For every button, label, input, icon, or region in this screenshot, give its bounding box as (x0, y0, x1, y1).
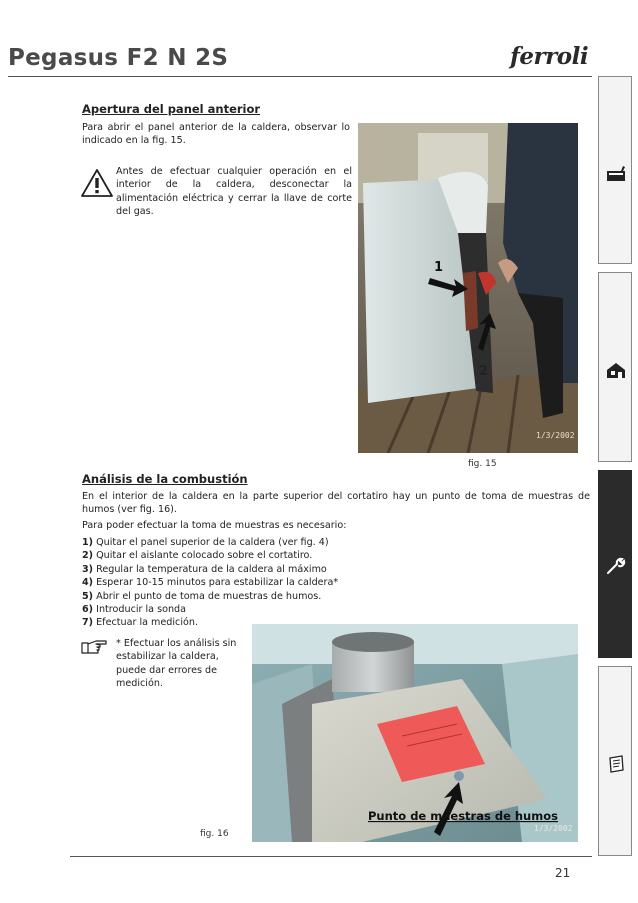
side-tab-notes[interactable] (598, 666, 632, 856)
combustion-intro: En el interior de la caldera en la parte superior del cortatiro hay un punto de toma de muestras de humos (ver fig. 16). (82, 491, 590, 516)
step-item: 5) Abrir el punto de toma de muestras de humos. (82, 590, 322, 602)
notepad-icon (605, 755, 627, 773)
header-divider (8, 76, 592, 77)
step-item: 4) Esperar 10-15 minutos para estabilizar la caldera* (82, 577, 339, 589)
document-title: Pegasus F2 N 2S (8, 45, 229, 71)
combustion-steps (82, 536, 382, 630)
wrench-icon (605, 557, 627, 575)
figure-15-caption: fig. 15 (468, 459, 497, 469)
figure-16-photo (252, 624, 578, 842)
page-number: 21 (555, 866, 571, 880)
side-tab-boiler[interactable] (598, 76, 632, 264)
figure-15-date: 1/3/2002 (536, 431, 575, 440)
front-panel-intro: Para abrir el panel anterior de la caldera, observar lo indicado en la fig. 15. (82, 122, 350, 147)
section-title-combustion: Análisis de la combustión (82, 472, 248, 486)
pointing-hand-icon (80, 637, 108, 655)
side-tab-house[interactable] (598, 272, 632, 462)
warning-icon (80, 168, 114, 198)
combustion-note: * Efectuar los análisis sin estabilizar la caldera, puede dar errores de medición. (116, 638, 237, 690)
figure-15-label-1: 1 (434, 260, 444, 275)
figure-15-photo (358, 123, 578, 453)
figure-16-label: Punto de muestras de humos (368, 809, 558, 823)
section-title-front-panel: Apertura del panel anterior (82, 102, 261, 116)
warning-text: Antes de efectuar cualquier operación en el interior de la caldera, desconectar la alimentación eléctrica y cerrar la llave de corte del gas. (116, 166, 352, 218)
brand-logo: ferroli (510, 43, 589, 70)
side-tab-maintenance[interactable] (598, 470, 632, 658)
step-item: 6) Introducir la sonda (82, 604, 187, 616)
combustion-lead: Para poder efectuar la toma de muestras es necesario: (82, 520, 347, 531)
figure-15-label-2: 2 (479, 364, 489, 379)
figure-16-caption: fig. 16 (200, 829, 229, 839)
house-icon (605, 361, 627, 379)
footer-divider (70, 856, 592, 857)
step-item: 7) Efectuar la medición. (82, 617, 198, 629)
step-item: 1) Quitar el panel superior de la caldera (ver fig. 4) (82, 537, 329, 548)
step-item: 2) Quitar el aislante colocado sobre el cortatiro. (82, 550, 313, 562)
figure-16-date: 1/3/2002 (534, 824, 573, 833)
boiler-icon (605, 165, 627, 183)
step-item: 3) Regular la temperatura de la caldera al máximo (82, 563, 327, 575)
